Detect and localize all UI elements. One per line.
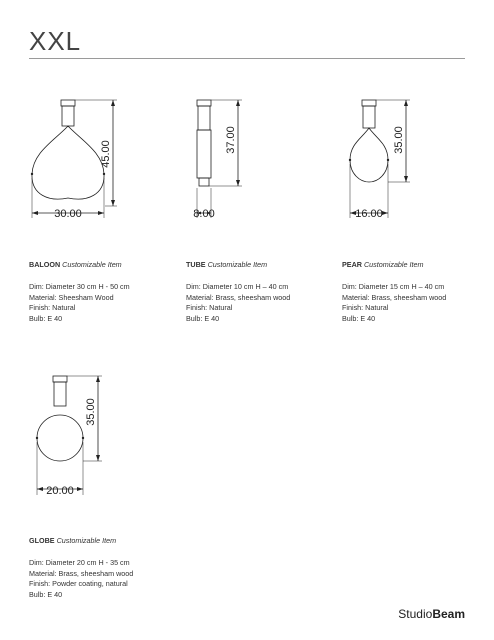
tube-subtitle: Customizable Item <box>207 260 268 269</box>
globe-spec <box>29 536 133 601</box>
baloon-dim: Dim: Diameter 30 cm H - 50 cm <box>29 281 130 291</box>
pear-height-dim: 35.00 <box>393 126 405 154</box>
globe-height-dim: 35.00 <box>85 398 97 426</box>
tube-finish: Finish: Natural <box>186 303 233 313</box>
baloon-bulb: Bulb: E 40 <box>29 314 63 324</box>
baloon-subtitle: Customizable Item <box>62 260 122 269</box>
baloon-heading <box>29 260 130 271</box>
tube-height-dim: 37.00 <box>225 126 237 154</box>
globe-bulb: Bulb: E 40 <box>29 590 63 600</box>
baloon-height-dim: 45.00 <box>100 140 112 168</box>
globe-width-dim: 20.00 <box>46 485 74 497</box>
pear-material: Material: Brass, sheesham wood <box>342 292 447 302</box>
globe-drawing <box>30 370 110 500</box>
brand-part1: Studio <box>398 607 433 621</box>
globe-subtitle: Customizable Item <box>56 536 117 545</box>
page-title: XXL <box>29 26 82 56</box>
baloon-width-dim: 30.00 <box>54 208 82 220</box>
globe-finish: Finish: Powder coating, natural <box>29 579 128 589</box>
pear-width-dim: 16.00 <box>355 208 383 220</box>
brand-part2: Beam <box>432 607 465 621</box>
tube-bulb: Bulb: E 40 <box>186 314 220 324</box>
pear-drawing <box>340 92 415 222</box>
pear-subtitle: Customizable Item <box>363 260 424 269</box>
pear-spec <box>342 260 446 325</box>
baloon-name: BALOON <box>29 260 61 269</box>
brand-logo <box>398 607 465 621</box>
pear-dim: Dim: Diameter 15 cm H – 40 cm <box>342 281 445 291</box>
pear-bulb: Bulb: E 40 <box>342 314 376 324</box>
tube-width-dim: 8.00 <box>193 208 215 220</box>
baloon-drawing <box>25 92 125 222</box>
header-divider <box>29 58 465 59</box>
baloon-finish: Finish: Natural <box>29 303 76 313</box>
tube-drawing <box>190 92 250 222</box>
tube-material: Material: Brass, sheesham wood <box>186 292 291 302</box>
tube-heading <box>186 260 290 271</box>
pear-name: PEAR <box>342 260 362 269</box>
globe-dim: Dim: Diameter 20 cm H - 35 cm <box>29 557 130 567</box>
tube-name: TUBE <box>186 260 206 269</box>
baloon-spec <box>29 260 130 325</box>
globe-heading <box>29 536 133 547</box>
globe-name: GLOBE <box>29 536 55 545</box>
pear-finish: Finish: Natural <box>342 303 389 313</box>
pear-heading <box>342 260 446 271</box>
baloon-material: Material: Sheesham Wood <box>29 292 114 302</box>
tube-dim: Dim: Diameter 10 cm H – 40 cm <box>186 281 289 291</box>
globe-material: Material: Brass, sheesham wood <box>29 568 134 578</box>
tube-spec <box>186 260 290 325</box>
